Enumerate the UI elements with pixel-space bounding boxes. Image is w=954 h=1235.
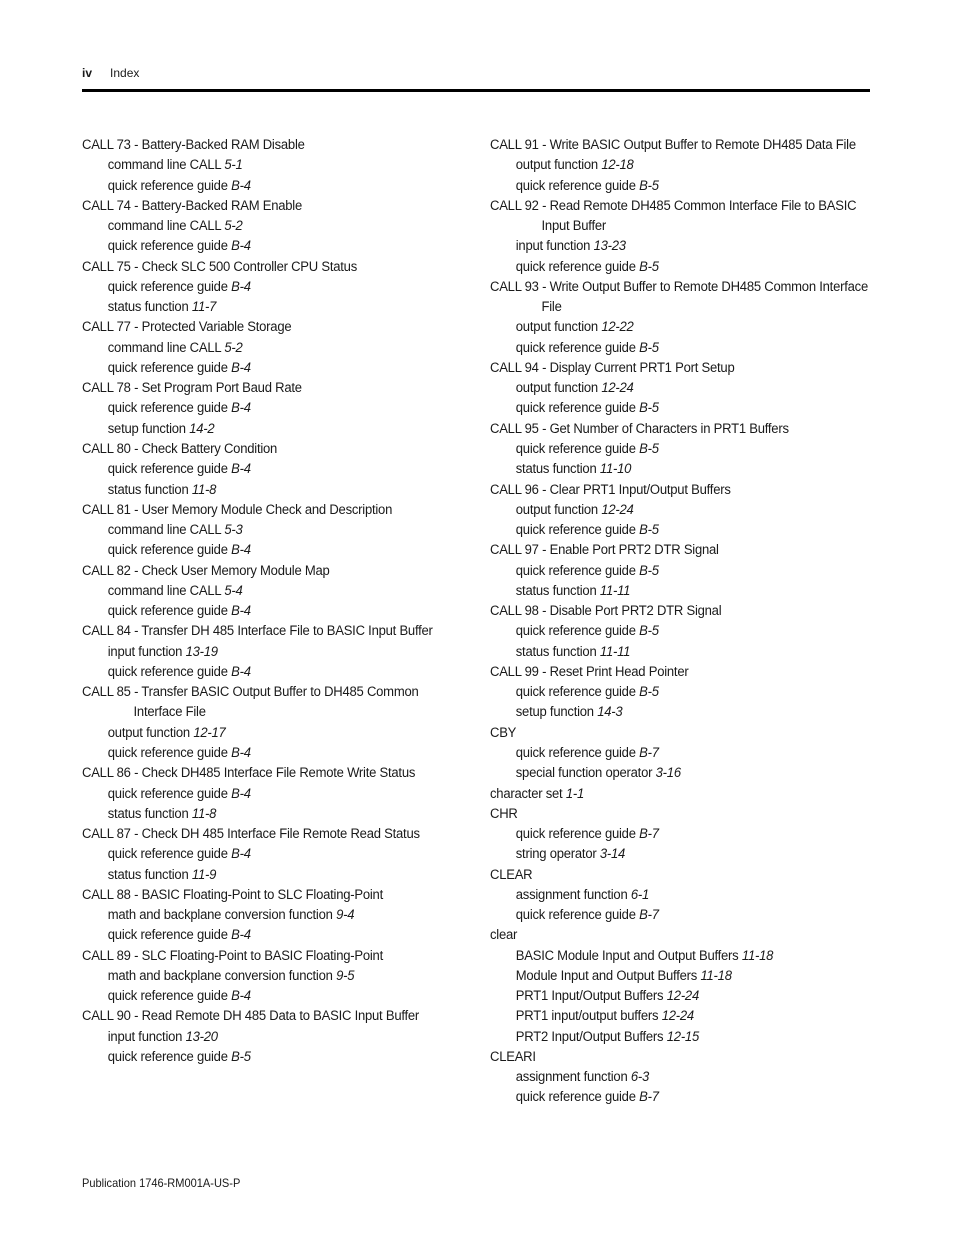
index-subentry [490,763,876,783]
running-header [82,66,139,80]
page-reference: 12-24 [601,380,634,397]
page-reference: B-4 [231,744,251,761]
index-subentry-text: quick reference guide [515,744,636,761]
page-reference: 12-17 [193,724,226,741]
index-subentry [490,885,876,905]
index-subentry [82,743,468,763]
page-reference: 12-24 [661,1008,694,1025]
index-term [490,135,876,155]
index-subentry [490,176,876,196]
page-reference: 5-4 [224,582,243,599]
page-reference: B-4 [231,359,251,376]
page-reference: B-4 [231,927,251,944]
index-subentry-text: quick reference guide [515,440,636,457]
page-reference: 9-4 [336,907,355,924]
index-term-text: CALL 87 - Check DH 485 Interface File Remote Read Status [82,826,420,843]
index-entry [490,601,876,662]
index-subentry-text: status function [107,299,189,316]
index-subentry-text: quick reference guide [515,400,636,417]
index-term [82,621,468,641]
page-reference: B-4 [231,603,251,620]
page-reference: 11-10 [599,461,632,478]
page-reference: 11-11 [599,582,631,599]
index-subentry-text: quick reference guide [515,522,636,539]
index-subentry-text: status function [107,866,189,883]
index-subentry [490,905,876,925]
page-reference: 5-1 [224,157,243,174]
index-entry [490,723,876,784]
index-subentry-text: special function operator [515,765,653,782]
index-term [82,682,468,723]
index-subentry [490,581,876,601]
index-subentry-text: quick reference guide [515,907,636,924]
page-reference: 1-1 [565,785,585,802]
index-term-text: CALL 91 - Write BASIC Output Buffer to Remote DH485 Data File [490,137,856,153]
index-subentry [490,1027,876,1047]
index-term [490,196,876,237]
index-term-text: CALL 82 - Check User Memory Module Map [82,562,330,579]
index-term-text: CALL 74 - Battery-Backed RAM Enable [82,197,302,214]
index-term [490,540,876,560]
index-subentry [490,1006,876,1026]
page-reference: 11-11 [599,643,631,660]
page-reference: B-5 [231,1048,251,1065]
index-term-text: CALL 84 - Transfer DH 485 Interface File to BASIC Input Buffer [82,623,433,640]
index-entry [82,135,468,196]
index-subentry [82,601,468,621]
index-subentry-text: quick reference guide [515,177,636,194]
index-subentry-text: math and backplane conversion function [107,907,333,924]
index-subentry-text: quick reference guide [107,663,228,680]
index-term-text: CALL 78 - Set Program Port Baud Rate [82,380,302,397]
page-reference: B-5 [639,684,659,701]
index-subentry [490,459,876,479]
page-reference: 11-18 [741,947,774,964]
page-reference: 12-18 [601,157,634,174]
page-reference: 6-3 [630,1069,650,1086]
index-term-text: CALL 81 - User Memory Module Check and Description [82,501,393,518]
index-subentry [82,338,468,358]
index-entry [82,885,468,946]
page-reference: 6-1 [630,886,650,903]
index-subentry [82,1047,468,1067]
index-subentry [490,317,876,337]
index-subentry-text: quick reference guide [107,542,228,559]
index-subentry-text: status function [515,643,597,660]
index-subentry-text: Module Input and Output Buffers [515,967,698,984]
page-reference: B-4 [231,663,251,680]
index-entry [490,480,876,541]
index-subentry [490,1067,876,1087]
index-term-text: CALL 77 - Protected Variable Storage [82,319,292,336]
index-term-text: CHR [490,805,518,822]
index-subentry [490,378,876,398]
index-entry [82,317,468,378]
index-term [82,378,468,398]
index-subentry-text: quick reference guide [107,1048,228,1065]
index-subentry-text: quick reference guide [515,1089,636,1106]
index-term [490,1047,876,1067]
index-term-text: CALL 92 - Read Remote DH485 Common Interface File to BASIC Input Buffer [490,197,857,235]
index-subentry [82,905,468,925]
page-reference: B-5 [639,522,659,539]
page-reference: 5-2 [224,218,243,235]
page-reference: B-5 [639,339,659,356]
index-entry [490,540,876,601]
index-subentry-text: quick reference guide [515,258,636,275]
index-entry [82,257,468,318]
page-number: iv [82,66,93,80]
index-entry [490,419,876,480]
page-reference: 14-3 [597,704,623,721]
index-term-text: character set [490,785,563,802]
index-entry [490,358,876,419]
index-subentry-text: assignment function [515,1069,628,1086]
index-subentry-text: quick reference guide [107,461,228,478]
index-entry [82,946,468,1007]
index-term [82,135,468,155]
index-term [82,1006,468,1026]
index-subentry-text: input function [107,643,183,660]
index-term [82,257,468,277]
index-subentry-text: assignment function [515,886,628,903]
index-term-text: CALL 96 - Clear PRT1 Input/Output Buffers [490,481,731,498]
index-term [490,480,876,500]
index-subentry-text: input function [107,1028,183,1045]
page-reference: 11-8 [191,805,217,822]
index-subentry [490,236,876,256]
index-entry [490,784,876,804]
page-reference: B-5 [639,400,659,417]
index-subentry-text: quick reference guide [515,623,636,640]
index-subentry [82,844,468,864]
index-subentry [82,277,468,297]
index-term-text: CALL 93 - Write Output Buffer to Remote DH485 Common Interface File [490,278,868,316]
index-entry [82,378,468,439]
page-reference: 5-3 [224,522,243,539]
page-reference: B-4 [231,461,251,478]
index-term [82,763,468,783]
page-reference: 11-8 [191,481,217,498]
index-subentry [82,784,468,804]
index-subentry-text: command line CALL [107,522,221,539]
page-reference: B-4 [231,785,251,802]
index-term [82,317,468,337]
page-reference: B-7 [639,744,659,761]
page-reference: B-7 [639,907,659,924]
index-term [82,885,468,905]
index-entry [490,135,876,196]
index-subentry [82,925,468,945]
index-term-text: CALL 86 - Check DH485 Interface File Remote Write Status [82,765,416,782]
index-subentry [490,946,876,966]
index-subentry [82,398,468,418]
page-reference: B-4 [231,400,251,417]
page-reference: B-4 [231,238,251,255]
index-term [490,865,876,885]
index-subentry [490,682,876,702]
index-subentry [82,459,468,479]
index-subentry-text: status function [515,461,597,478]
index-subentry [82,216,468,236]
index-subentry-text: quick reference guide [515,339,636,356]
index-term-text: CBY [490,724,517,741]
index-entry [82,621,468,682]
index-entry [82,561,468,622]
index-term-text: CALL 97 - Enable Port PRT2 DTR Signal [490,542,719,559]
index-subentry-text: status function [107,481,189,498]
index-subentry [82,358,468,378]
index-subentry [82,176,468,196]
index-subentry-text: command line CALL [107,218,221,235]
index-term-text: CALL 89 - SLC Floating-Point to BASIC Floating-Point [82,947,383,964]
index-subentry [82,155,468,175]
index-subentry [490,824,876,844]
page-reference: 13-23 [593,238,626,255]
index-subentry-text: output function [515,157,598,174]
index-subentry-text: quick reference guide [107,785,228,802]
index-subentry [82,723,468,743]
index-subentry [82,662,468,682]
index-term [82,439,468,459]
index-entry [82,439,468,500]
index-subentry [82,480,468,500]
index-term-text: clear [490,927,518,944]
index-term-text: CALL 75 - Check SLC 500 Controller CPU Status [82,258,358,275]
index-subentry-text: setup function [107,420,186,437]
index-subentry [490,966,876,986]
index-term-text: CALL 95 - Get Number of Characters in PRT1 Buffers [490,420,789,437]
index-subentry [490,702,876,722]
index-term-text: CLEARI [490,1048,536,1065]
index-subentry-text: quick reference guide [515,562,636,579]
index-entry [490,865,876,926]
section-title: Index [110,66,140,80]
index-subentry [82,986,468,1006]
index-subentry-text: quick reference guide [107,238,228,255]
index-entry [82,1006,468,1067]
page-reference: 3-14 [599,846,626,863]
index-subentry-text: command line CALL [107,582,221,599]
index-column-left [82,135,468,1067]
index-subentry [82,581,468,601]
index-term [490,784,876,804]
index-term [82,500,468,520]
page-reference: B-4 [231,278,251,295]
index-entry [490,1047,876,1108]
index-subentry [490,844,876,864]
index-subentry [490,561,876,581]
page-reference: B-4 [231,177,251,194]
index-subentry-text: quick reference guide [107,603,228,620]
index-subentry [82,865,468,885]
page-reference: 12-22 [601,319,634,336]
page-reference: 12-15 [666,1028,699,1045]
index-subentry-text: quick reference guide [107,846,228,863]
index-subentry-text: command line CALL [107,339,221,356]
index-entry [490,662,876,723]
index-subentry-text: output function [515,380,598,397]
index-term [82,946,468,966]
page-reference: B-4 [231,846,251,863]
index-subentry-text: command line CALL [107,157,221,174]
index-term [82,196,468,216]
index-subentry-text: status function [107,805,189,822]
index-subentry-text: output function [107,724,190,741]
index-term-text: CALL 94 - Display Current PRT1 Port Setup [490,359,735,376]
page-reference: 11-18 [700,967,732,984]
index-subentry [490,398,876,418]
index-subentry-text: input function [515,238,591,255]
index-subentry [82,804,468,824]
index-term-text: CALL 98 - Disable Port PRT2 DTR Signal [490,603,722,620]
index-subentry [82,1027,468,1047]
index-term [490,277,876,318]
index-term-text: CALL 88 - BASIC Floating-Point to SLC Floating-Point [82,886,383,903]
index-subentry [490,439,876,459]
index-subentry-text: quick reference guide [515,826,636,843]
index-term-text: CALL 90 - Read Remote DH 485 Data to BASIC Input Buffer [82,1008,420,1025]
page-reference: 12-24 [666,988,699,1005]
index-subentry-text: quick reference guide [107,988,228,1005]
index-subentry [82,236,468,256]
index-entry [490,804,876,865]
index-subentry [490,642,876,662]
index-subentry [82,642,468,662]
index-term [82,824,468,844]
index-entry [82,500,468,561]
page-reference: 5-2 [224,339,243,356]
page-reference: B-5 [639,177,659,194]
index-subentry [490,520,876,540]
index-subentry [82,966,468,986]
index-term-text: CALL 80 - Check Battery Condition [82,440,278,457]
index-entry [82,763,468,824]
index-subentry [82,297,468,317]
page-reference: B-4 [231,988,251,1005]
index-subentry [490,155,876,175]
index-term [490,925,876,945]
publication-footer: Publication 1746-RM001A-US-P [82,1176,241,1190]
page-reference: 13-19 [185,643,218,660]
index-subentry [490,1087,876,1107]
page-reference: B-5 [639,440,659,457]
index-entry [490,196,876,277]
index-term [490,601,876,621]
page-reference: 3-16 [655,765,681,782]
page-reference: B-5 [639,623,659,640]
page-reference: B-4 [231,542,251,559]
page-reference: 12-24 [601,501,634,518]
page-reference: 14-2 [189,420,215,437]
page-reference: B-7 [639,826,659,843]
index-term [490,662,876,682]
page-reference: B-7 [639,1089,659,1106]
index-entry [82,682,468,763]
index-subentry-text: PRT1 input/output buffers [515,1008,659,1025]
index-subentry-text: PRT2 Input/Output Buffers [515,1028,664,1045]
index-subentry-text: string operator [515,846,597,863]
page-reference: 11-9 [191,866,217,883]
index-subentry [490,500,876,520]
index-term [490,419,876,439]
index-subentry-text: quick reference guide [107,400,228,417]
index-subentry [82,520,468,540]
index-term-text: CLEAR [490,866,533,883]
index-subentry-text: setup function [515,704,594,721]
index-term [82,561,468,581]
index-subentry [82,419,468,439]
index-entry [490,925,876,1047]
index-subentry-text: quick reference guide [107,278,228,295]
index-subentry-text: PRT1 Input/Output Buffers [515,988,664,1005]
index-subentry [490,743,876,763]
index-subentry-text: output function [515,319,598,336]
index-subentry-text: math and backplane conversion function [107,967,333,984]
page-reference: 9-5 [336,967,355,984]
index-term-text: CALL 85 - Transfer BASIC Output Buffer to DH485 Common Interface File [82,684,419,721]
index-column-right [490,135,876,1108]
index-subentry-text: quick reference guide [107,177,228,194]
index-subentry-text: quick reference guide [107,359,228,376]
index-subentry [490,986,876,1006]
index-subentry-text: status function [515,582,597,599]
index-entry [490,277,876,358]
index-term [490,723,876,743]
index-subentry [490,257,876,277]
page-reference: 11-7 [191,299,217,316]
index-entry [82,196,468,257]
index-subentry [490,621,876,641]
index-subentry-text: quick reference guide [107,744,228,761]
index-subentry [82,540,468,560]
header-rule [82,89,870,92]
index-subentry [490,338,876,358]
index-subentry-text: quick reference guide [515,684,636,701]
index-term-text: CALL 99 - Reset Print Head Pointer [490,663,689,680]
index-term [490,358,876,378]
index-term [490,804,876,824]
index-entry [82,824,468,885]
page-reference: B-5 [639,562,659,579]
index-term-text: CALL 73 - Battery-Backed RAM Disable [82,137,305,153]
index-subentry-text: output function [515,501,598,518]
page-reference: B-5 [639,258,659,275]
index-subentry-text: quick reference guide [107,927,228,944]
page-reference: 13-20 [185,1028,218,1045]
index-subentry-text: BASIC Module Input and Output Buffers [515,947,739,964]
